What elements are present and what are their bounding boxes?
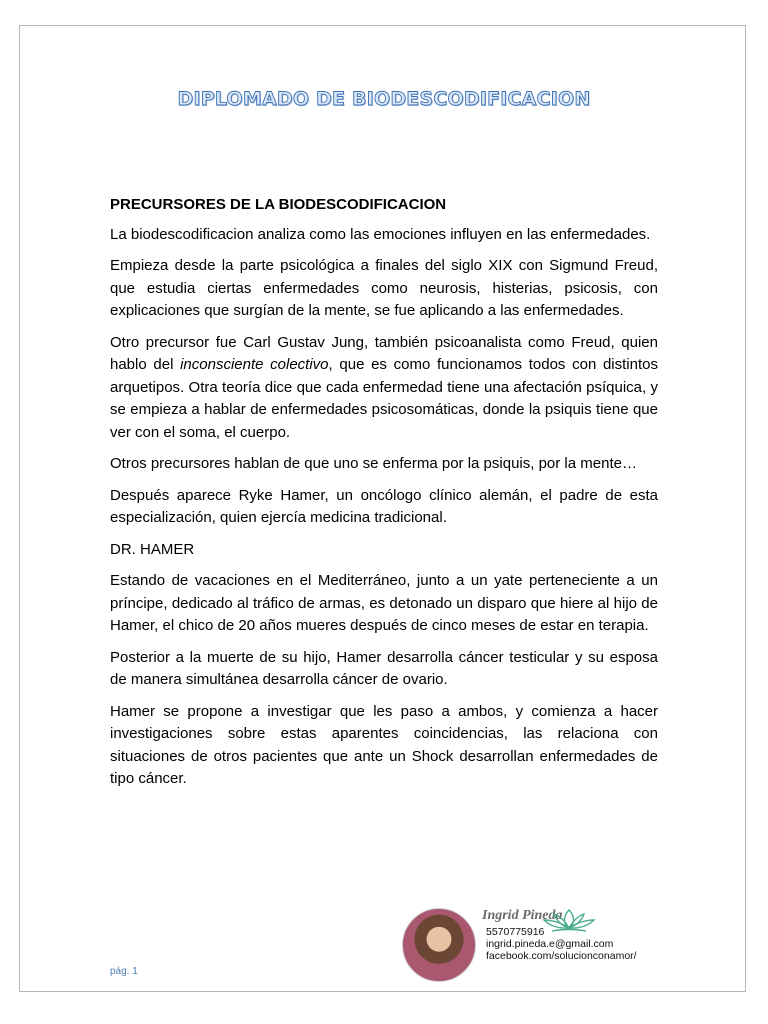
paragraph-9: Hamer se propone a investigar que les paso a ambos, y comienza a hacer investigaciones sobre estas aparentes coincidencias, las relaciona con situaciones de otros pacientes que ante un Shock desarrollan enfermedades de tipo cáncer.: [110, 702, 658, 787]
paragraph-7: Estando de vacaciones en el Mediterráneo, junto a un yate perteneciente a un príncipe, dedicado al tráfico de armas, es detonado un disparo que hiere al hijo de Hamer, el chico de 20 años mueres después de cinco meses de estar en terapia.: [110, 572, 658, 634]
italic-term: inconsciente colectivo: [180, 356, 329, 373]
paragraph-3-end: , que es como funcionamos todos con distintos arquetipos. Otra teoría dice que cada enfermedad tiene una afectación psíquica, y se empieza a hablar de enfermedades psicosomáticas, donde la psiquis tiene que ver con el soma, el cuerpo.: [110, 356, 658, 441]
paragraph-4: Otros precursores hablan de que uno se enferma por la psiquis, por la mente…: [110, 455, 637, 472]
subheading-dr-hamer: DR. HAMER: [110, 540, 195, 558]
paragraph-5: Después aparece Ryke Hamer, un oncólogo clínico alemán, el padre de esta especialización, quien ejercía medicina tradicional.: [110, 486, 658, 526]
signature-name: Ingrid Pineda: [482, 908, 563, 923]
lotus-icon: [538, 906, 600, 934]
document-body: [110, 194, 658, 800]
section-heading: PRECURSORES DE LA BIODESCODIFICACION: [110, 196, 447, 213]
paragraph-2: Empieza desde la parte psicológica a finales del siglo XIX con Sigmund Freud, que estudia ciertas enfermedades como neurosis, histerias, psicosis, con explicaciones que surgían de la mente, se fue aplicando a las enfermedades.: [110, 257, 658, 319]
page-number: pág. 1: [110, 966, 138, 977]
paragraph-1: La biodescodificacion analiza como las emociones influyen en las enfermedades.: [110, 225, 651, 243]
signature-email[interactable]: ingrid.pineda.e@gmail.com: [486, 938, 614, 950]
document-title: DIPLOMADO DE BIODESCODIFICACION: [177, 88, 591, 110]
signature-block: [400, 906, 658, 980]
paragraph-3-start: Otro precursor fue Carl Gustav Jung, también psicoanalista como Freud, quien hablo del: [110, 333, 658, 373]
paragraph-3: [110, 332, 658, 445]
signature-facebook[interactable]: facebook.com/solucionconamor/: [486, 950, 637, 962]
avatar: [402, 908, 476, 982]
signature-phone: 5570775916: [486, 926, 545, 938]
paragraph-8: Posterior a la muerte de su hijo, Hamer desarrolla cáncer testicular y su esposa de manera simultánea desarrolla cáncer de ovario.: [110, 648, 658, 688]
